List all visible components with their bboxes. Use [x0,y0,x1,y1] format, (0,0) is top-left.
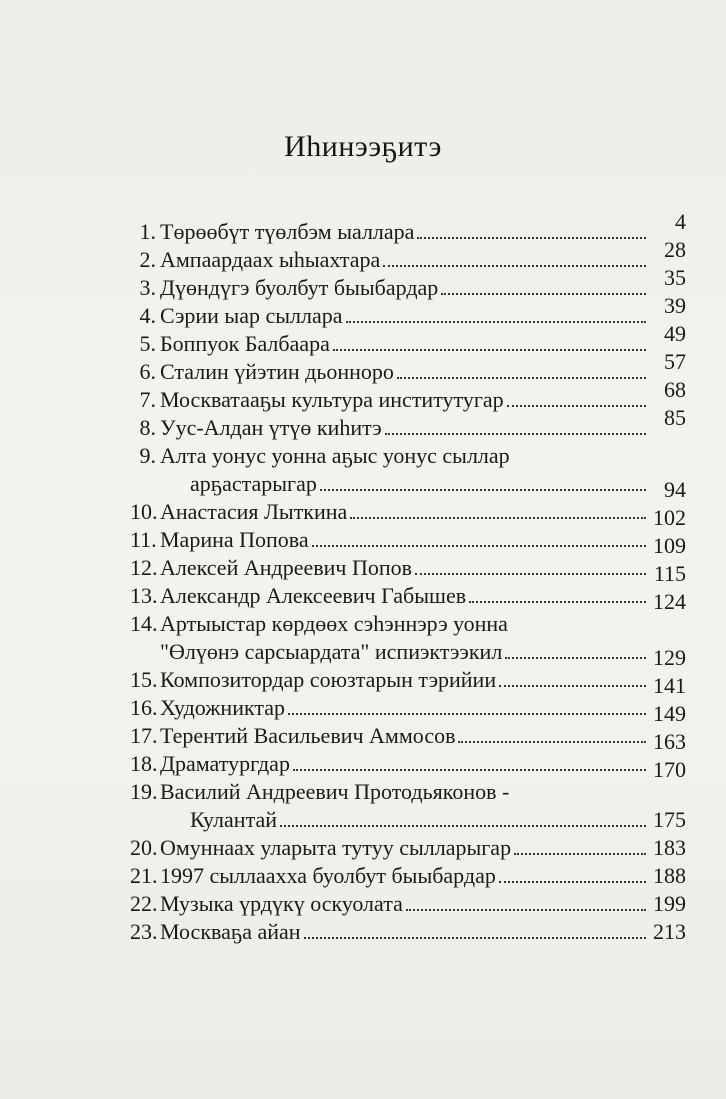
dot-leader [441,293,646,295]
dot-leader [415,573,646,575]
entry-page: 28 [664,237,686,262]
toc-entry [130,498,686,530]
dot-leader [333,349,646,351]
entry-page: 124 [653,589,686,614]
entry-title: Композитордар союзтарын тэрийии [160,667,497,692]
toc-entry [130,582,686,614]
toc-entry [130,209,686,246]
entry-page: 170 [653,757,686,782]
entry-number: 22. [130,891,158,916]
entry-number: 20. [130,835,158,860]
entry-title: Марина Попова [160,527,309,552]
toc-entry [130,377,686,414]
entry-title: Москватааҕы культура институтугар [160,387,504,412]
toc-entry [130,750,686,782]
entry-page: 149 [653,701,686,726]
entry-number: 16. [130,695,158,720]
entry-title: Москваҕа айан [160,919,301,944]
toc-entry-line-1 [130,778,686,806]
entry-title: Артыыстар көрдөөх сэһэннэрэ уонна [160,611,508,636]
dot-leader [499,685,646,687]
dot-leader [320,489,646,491]
dot-leader [397,377,646,379]
dot-leader [469,601,646,603]
entry-page: 213 [653,919,686,944]
toc-entry [130,862,686,890]
toc-entry [130,722,686,754]
page-title: Иһинээҕитэ [284,130,442,163]
toc-entry-line-1 [130,442,686,470]
entry-title: Төрөөбүт түөлбэм ыаллара [160,219,415,244]
toc-entry-line-2 [130,470,686,502]
dot-leader [505,657,646,659]
dot-leader [350,517,646,519]
toc-entry [130,918,686,946]
dot-leader [293,769,646,771]
entry-number: 21. [130,863,158,888]
toc-entry [130,405,686,442]
entry-page: 163 [653,729,686,754]
entry-page: 183 [653,835,686,860]
entry-page: 35 [664,265,686,290]
entry-title: Ампаардаах ыһыахтара [160,247,381,272]
toc-entry-line-2 [130,638,686,670]
entry-title: Уус-Алдан үтүө киһитэ [160,415,382,440]
entry-title: Сэрии ыар сыллара [160,303,343,328]
entry-page: 57 [664,349,686,374]
toc-entry [130,526,686,558]
dot-leader [507,405,646,407]
entry-number: 17. [130,723,158,748]
dot-leader [514,853,646,855]
entry-number: 10. [130,499,158,524]
entry-title: Терентий Васильевич Аммосов [160,723,456,748]
dot-leader [499,881,646,883]
dot-leader [406,909,646,911]
entry-title: 1997 сыллаахха буолбут быыбардар [160,863,496,888]
entry-number: 4. [139,303,156,328]
dot-leader [458,741,646,743]
table-of-contents [130,209,686,946]
entry-page: 141 [653,673,686,698]
toc-entry-line-1 [130,610,686,638]
entry-page: 39 [664,293,686,318]
entry-number: 15. [130,667,158,692]
entry-number: 6. [139,359,156,384]
toc-entry [130,349,686,386]
toc-entry-line-2 [130,806,686,834]
toc-entry [130,237,686,274]
toc-entry [130,694,686,726]
entry-title-continued: "Өлүөнэ сарсыардата" испиэктээкил [160,639,503,664]
entry-title-continued: арҕастарыгар [190,471,317,496]
entry-title: Музыка үрдүкү оскуолата [160,891,403,916]
dot-leader [288,713,646,715]
toc-entry [130,265,686,302]
entry-title: Дүөндүгэ буолбут быыбардар [160,275,439,300]
toc-entry [130,321,686,358]
entry-page: 102 [653,505,686,530]
entry-number: 9. [139,443,156,468]
entry-page: 49 [664,321,686,346]
entry-page: 199 [653,891,686,916]
entry-number: 23. [130,919,158,944]
entry-title: Боппуок Балбаара [160,331,330,356]
entry-page: 115 [653,561,686,586]
entry-page: 68 [664,377,686,402]
toc-entry [130,890,686,918]
entry-number: 7. [139,387,156,412]
entry-title: Художниктар [160,695,286,720]
dot-leader [312,545,646,547]
entry-page: 85 [664,405,686,430]
dot-leader [304,937,646,939]
toc-entry [130,666,686,698]
entry-page: 94 [664,477,686,502]
entry-number: 11. [130,527,157,552]
entry-page: 175 [653,807,686,832]
entry-title: Алексей Андреевич Попов [160,555,413,580]
entry-page: 129 [653,645,686,670]
entry-number: 1. [139,219,156,244]
entry-number: 5. [139,331,156,356]
entry-number: 14. [130,611,158,636]
entry-page: 109 [653,533,686,558]
entry-number: 18. [130,751,158,776]
entry-title: Анастасия Лыткина [160,499,348,524]
entry-number: 12. [130,555,158,580]
entry-page: 4 [675,209,686,234]
dot-leader [385,433,646,435]
entry-title: Омуннаах уларыта тутуу сылларыгар [160,835,512,860]
entry-page: 188 [653,863,686,888]
entry-title: Алта уонус уонна аҕыс уонус сыллар [160,443,510,468]
dot-leader [280,825,646,827]
dot-leader [346,321,646,323]
entry-number: 2. [139,247,156,272]
entry-title: Сталин үйэтин дьонноро [160,359,394,384]
toc-entry [130,554,686,586]
dot-leader [383,265,646,267]
entry-title: Драматургдар [160,751,290,776]
entry-title: Василий Андреевич Протодьяконов - [160,779,510,804]
toc-entry [130,293,686,330]
entry-number: 13. [130,583,158,608]
entry-title: Александр Алексеевич Габышев [160,583,467,608]
toc-entry [130,834,686,862]
entry-number: 8. [139,415,156,440]
entry-title-continued: Кулантай [190,807,277,832]
entry-number: 19. [130,779,158,804]
entry-number: 3. [139,275,156,300]
dot-leader [417,237,646,239]
